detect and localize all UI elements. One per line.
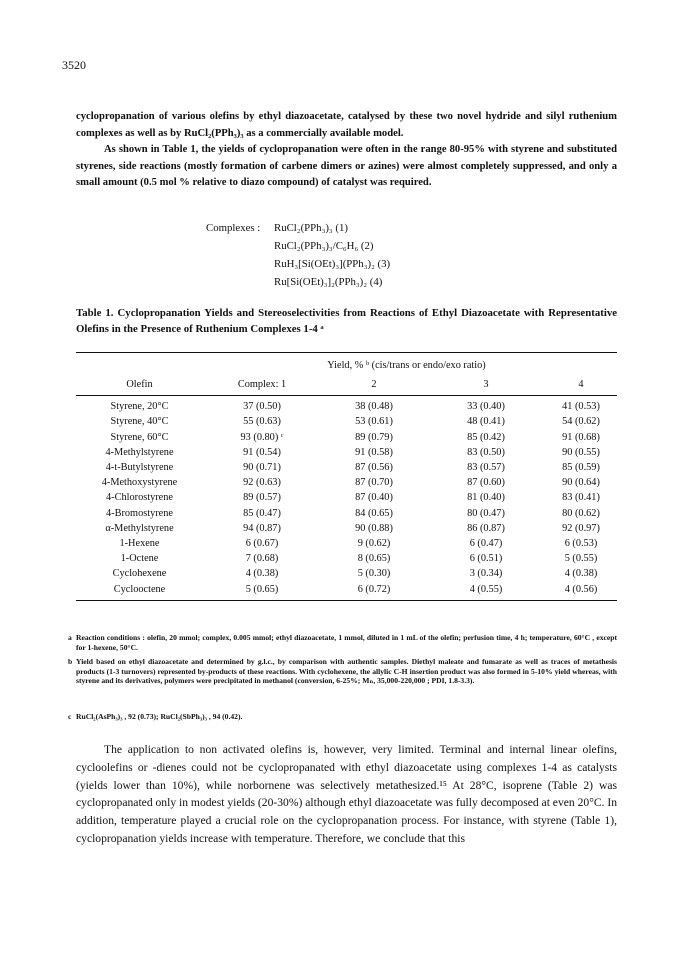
column-header: 2 <box>371 379 377 390</box>
yield-cell: 4 (0.38) <box>564 568 598 580</box>
yield-cell: 91 (0.54) <box>243 446 281 458</box>
table-group-header: Yield, % ᵇ (cis/trans or endo/exo ratio) <box>327 360 486 371</box>
yield-cell: 93 (0.80) ᶜ <box>240 431 284 443</box>
table-row <box>76 445 617 460</box>
complex-item: Ru[Si(OEt)₃]₂(PPh₃)₂ (4) <box>274 276 383 288</box>
table-row <box>76 582 617 597</box>
yield-cell: 37 (0.50) <box>243 401 281 413</box>
table-top-rule <box>76 352 617 353</box>
yield-cell: 9 (0.62) <box>357 538 391 550</box>
olefin-cell: Styrene, 60°C <box>110 431 169 443</box>
table-row <box>76 506 617 521</box>
yield-cell: 80 (0.62) <box>562 507 600 519</box>
yield-cell: 84 (0.65) <box>355 507 393 519</box>
table-reference-paragraph: As shown in Table 1, the yields of cyclopropanation were often in the range 80-95% with styrene and substituted styrenes, side reactions (mostly formation of carbene dimers or azines) were almost completely suppressed, and only a small amount (0.5 mol % relative to diazo compound) of catalyst was required. <box>76 144 617 188</box>
yield-cell: 5 (0.55) <box>564 553 598 565</box>
yield-cell: 80 (0.47) <box>467 507 505 519</box>
yield-cell: 87 (0.70) <box>355 477 393 489</box>
yield-cell: 83 (0.41) <box>562 492 600 504</box>
yield-cell: 5 (0.65) <box>245 583 279 595</box>
footnote-text: Reaction conditions : olefin, 20 mmol; complex, 0.005 mmol; ethyl diazoacetate, 1 mmol, diluted in 1 mL of the olefin; perfusion time, 4 h; temperature, 60°C , except for 1-hexene, 50°C. <box>76 633 617 652</box>
yield-cell: 86 (0.87) <box>467 522 505 534</box>
table-row <box>76 521 617 536</box>
page-number: 3520 <box>62 58 86 72</box>
yield-cell: 83 (0.50) <box>467 446 505 458</box>
table-row <box>76 475 617 490</box>
table-caption-label: Table 1. <box>76 307 114 319</box>
data-table <box>76 354 617 601</box>
yield-cell: 3 (0.34) <box>469 568 503 580</box>
yield-cell: 89 (0.79) <box>355 431 393 443</box>
table-caption <box>76 305 617 337</box>
yield-cell: 54 (0.62) <box>562 416 600 428</box>
column-header: 4 <box>578 379 584 390</box>
yield-cell: 6 (0.51) <box>469 553 503 565</box>
yield-cell: 8 (0.65) <box>357 553 391 565</box>
footnote-mark: b <box>68 657 73 666</box>
yield-cell: 87 (0.60) <box>467 477 505 489</box>
yield-cell: 83 (0.57) <box>467 462 505 474</box>
footnote-mark: a <box>68 633 72 642</box>
yield-cell: 87 (0.40) <box>355 492 393 504</box>
olefin-cell: Cyclohexene <box>112 568 167 580</box>
table-row <box>76 566 617 581</box>
yield-cell: 33 (0.40) <box>467 401 505 413</box>
table-row <box>76 536 617 551</box>
table-row <box>76 399 617 414</box>
yield-cell: 91 (0.58) <box>355 446 393 458</box>
olefin-cell: 4-Methoxystyrene <box>101 477 178 489</box>
yield-cell: 5 (0.30) <box>357 568 391 580</box>
yield-cell: 87 (0.56) <box>355 462 393 474</box>
yield-cell: 4 (0.55) <box>469 583 503 595</box>
olefin-cell: Styrene, 40°C <box>110 416 169 428</box>
yield-cell: 6 (0.47) <box>469 538 503 550</box>
olefin-cell: 4-Bromostyrene <box>106 507 173 519</box>
table-header-row <box>76 377 617 392</box>
complexes-list <box>206 219 390 291</box>
column-header: Olefin <box>126 379 153 390</box>
yield-cell: 90 (0.55) <box>562 446 600 458</box>
olefin-cell: Styrene, 20°C <box>110 401 169 413</box>
olefin-cell: 4-Chlorostyrene <box>106 492 173 504</box>
yield-cell: 92 (0.97) <box>562 522 600 534</box>
yield-cell: 4 (0.56) <box>564 583 598 595</box>
footnote-text: Yield based on ethyl diazoacetate and determined by g.l.c., by comparison with authentic samples. Diethyl maleate and fumarate as well as traces of metathesis products (1-3 turnovers) represented by-products of these reactions. With cyclohexene, the allylic C-H insertion product was also formed in 5-10% yield whereas, with styrene and its derivatives, polymers were precipitated in methanol (conversion, 6-25%; Mₙ, 35,000-220,000 ; PDI, 1.8-3.3). <box>76 657 617 686</box>
table-bottom-rule <box>76 600 617 601</box>
column-header: 3 <box>483 379 489 390</box>
footnote-c <box>68 712 617 722</box>
complexes-label: Complexes : <box>206 222 261 234</box>
yield-cell: 7 (0.68) <box>245 553 279 565</box>
yield-cell: 6 (0.67) <box>245 538 279 550</box>
yield-cell: 4 (0.38) <box>245 568 279 580</box>
intro-paragraph: cyclopropanation of various olefins by ethyl diazoacetate, catalysed by these two novel hydride and silyl ruthenium complexes as well as by RuCl₂(PPh₃)₃ as a commercially available model. <box>76 111 617 139</box>
table-row <box>76 430 617 445</box>
table-row <box>76 414 617 429</box>
yield-cell: 85 (0.47) <box>243 507 281 519</box>
yield-cell: 6 (0.53) <box>564 538 598 550</box>
header-rule <box>76 395 617 396</box>
yield-cell: 90 (0.88) <box>355 522 393 534</box>
yield-cell: 90 (0.64) <box>562 477 600 489</box>
complex-item: RuCl₂(PPh₃)₃ (1) <box>274 222 348 234</box>
olefin-cell: Cyclooctene <box>113 583 166 595</box>
table-row <box>76 460 617 475</box>
column-header: Complex: 1 <box>237 379 287 390</box>
closing-paragraph: The application to non activated olefins is, however, very limited. Terminal and internal linear olefins, cycloolefins or -dienes could not be cyclopropanated with ethyl diazoacetate using complexes 1-4 as catalysts (yields lower than 10%), while norbornene was selectively metathesized.¹⁵ At 28°C, isoprene (Table 2) was cyclopropanated only in modest yields (20-30%) although ethyl diazoacetate was fully decomposed at even 20°C. In addition, temperature played a crucial role on the cyclopropanation process. For instance, with styrene (Table 1), cyclopropanation yields increase with temperature. Therefore, we conclude that this <box>76 743 618 845</box>
yield-cell: 90 (0.71) <box>243 462 281 474</box>
yield-cell: 89 (0.57) <box>243 492 281 504</box>
yield-cell: 91 (0.68) <box>562 431 600 443</box>
complex-item: RuCl₂(PPh₃)₃/C₆H₆ (2) <box>274 240 374 252</box>
complex-item: RuH₃[Si(OEt)₃](PPh₃)₂ (3) <box>274 258 391 270</box>
yield-cell: 92 (0.63) <box>243 477 281 489</box>
olefin-cell: 1-Octene <box>120 553 159 565</box>
yield-cell: 53 (0.61) <box>355 416 393 428</box>
olefin-cell: 4-t-Butylstyrene <box>105 462 174 474</box>
olefin-cell: α-Methylstyrene <box>105 522 174 534</box>
olefin-cell: 4-Methylstyrene <box>105 446 174 458</box>
footnote-a <box>68 633 617 652</box>
footnote-text: RuCl₂(AsPh₃)₃ , 92 (0.73); RuCl₂(SbPh₃)₃ , 94 (0.42). <box>76 712 243 721</box>
table-row <box>76 551 617 566</box>
olefin-cell: 1-Hexene <box>119 538 160 550</box>
footnote-b <box>68 657 617 686</box>
table-caption-text: Cyclopropanation Yields and Stereoselectivities from Reactions of Ethyl Diazoacetate with Representative Olefins in the Presence of Ruthenium Complexes 1-4 ᵃ <box>76 307 618 335</box>
yield-cell: 85 (0.42) <box>467 431 505 443</box>
yield-cell: 94 (0.87) <box>243 522 281 534</box>
yield-cell: 48 (0.41) <box>467 416 505 428</box>
footnote-mark: c <box>68 712 72 721</box>
yield-cell: 41 (0.53) <box>562 401 600 413</box>
table-body <box>76 399 617 597</box>
yield-cell: 38 (0.48) <box>355 401 393 413</box>
yield-cell: 6 (0.72) <box>357 583 391 595</box>
yield-cell: 55 (0.63) <box>243 416 281 428</box>
yield-cell: 81 (0.40) <box>467 492 505 504</box>
table-row <box>76 490 617 505</box>
yield-cell: 85 (0.59) <box>562 462 600 474</box>
